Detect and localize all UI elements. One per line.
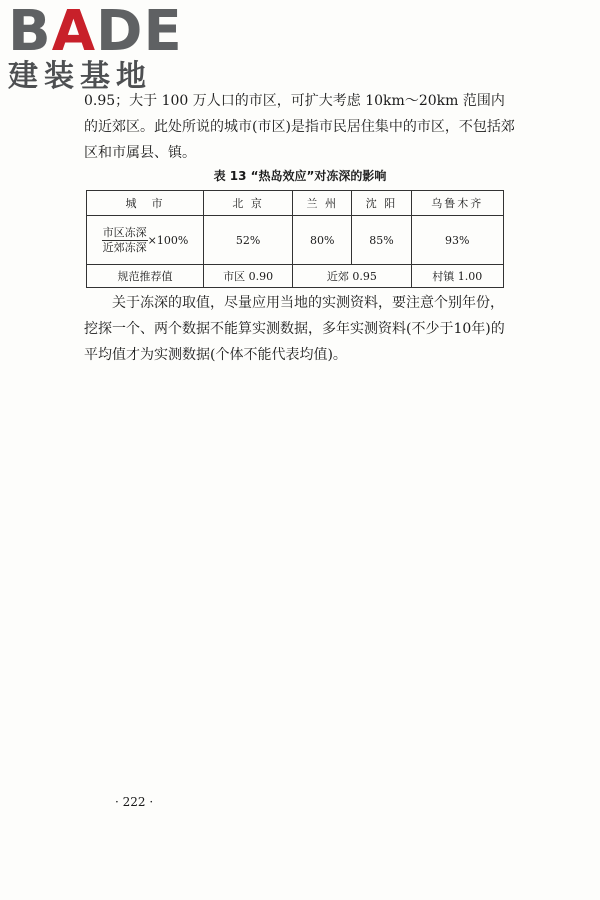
recommended-urban: 市区 0.90 bbox=[204, 265, 293, 288]
table-header-row bbox=[87, 191, 504, 216]
paragraph-intro: 0.95；大于 100 万人口的市区，可扩大考虑 10km～20km 范围内的近郊区。此处所说的城市(市区)是指市民居住集中的市区，不包括郊区和市属县、镇。 bbox=[84, 93, 515, 161]
table-ratio-row bbox=[87, 216, 504, 265]
ratio-formula-cell bbox=[87, 216, 204, 265]
heat-island-table bbox=[86, 190, 504, 288]
bade-logo-subtitle: 建装基地 bbox=[8, 59, 152, 94]
ratio-value-beijing: 52% bbox=[204, 216, 293, 265]
fraction-denominator: 近郊冻深 bbox=[102, 240, 147, 254]
table-caption: 表 13 “热岛效应”对冻深的影响 bbox=[213, 169, 387, 183]
fraction-numerator: 市区冻深 bbox=[102, 225, 147, 239]
ratio-value-lanzhou: 80% bbox=[293, 216, 352, 265]
header-city-beijing: 北 京 bbox=[204, 191, 293, 216]
header-city-urumqi: 乌鲁木齐 bbox=[411, 191, 503, 216]
table-recommended-row bbox=[87, 265, 504, 288]
fraction-multiplier: ×100% bbox=[147, 233, 189, 247]
bade-logo-text: BADE bbox=[8, 0, 183, 64]
recommended-town: 村镇 1.00 bbox=[411, 265, 503, 288]
bade-watermark-logo bbox=[8, 0, 183, 94]
header-city-label: 城 市 bbox=[87, 191, 204, 216]
header-city-shenyang: 沈 阳 bbox=[352, 191, 411, 216]
ratio-value-urumqi: 93% bbox=[411, 216, 503, 265]
ratio-value-shenyang: 85% bbox=[352, 216, 411, 265]
header-city-lanzhou: 兰 州 bbox=[293, 191, 352, 216]
page-number: · 222 · bbox=[115, 795, 154, 809]
ratio-fraction bbox=[102, 226, 148, 255]
recommended-label: 规范推荐值 bbox=[87, 265, 204, 288]
paragraph-freeze-depth: 关于冻深的取值，尽量应用当地的实测资料，要注意个别年份，挖探一个、两个数据不能算实测数据，多年实测资料(不少于10年)的平均值才为实测数据(个体不能代表均值)。 bbox=[84, 295, 505, 363]
recommended-suburb: 近郊 0.95 bbox=[293, 265, 411, 288]
